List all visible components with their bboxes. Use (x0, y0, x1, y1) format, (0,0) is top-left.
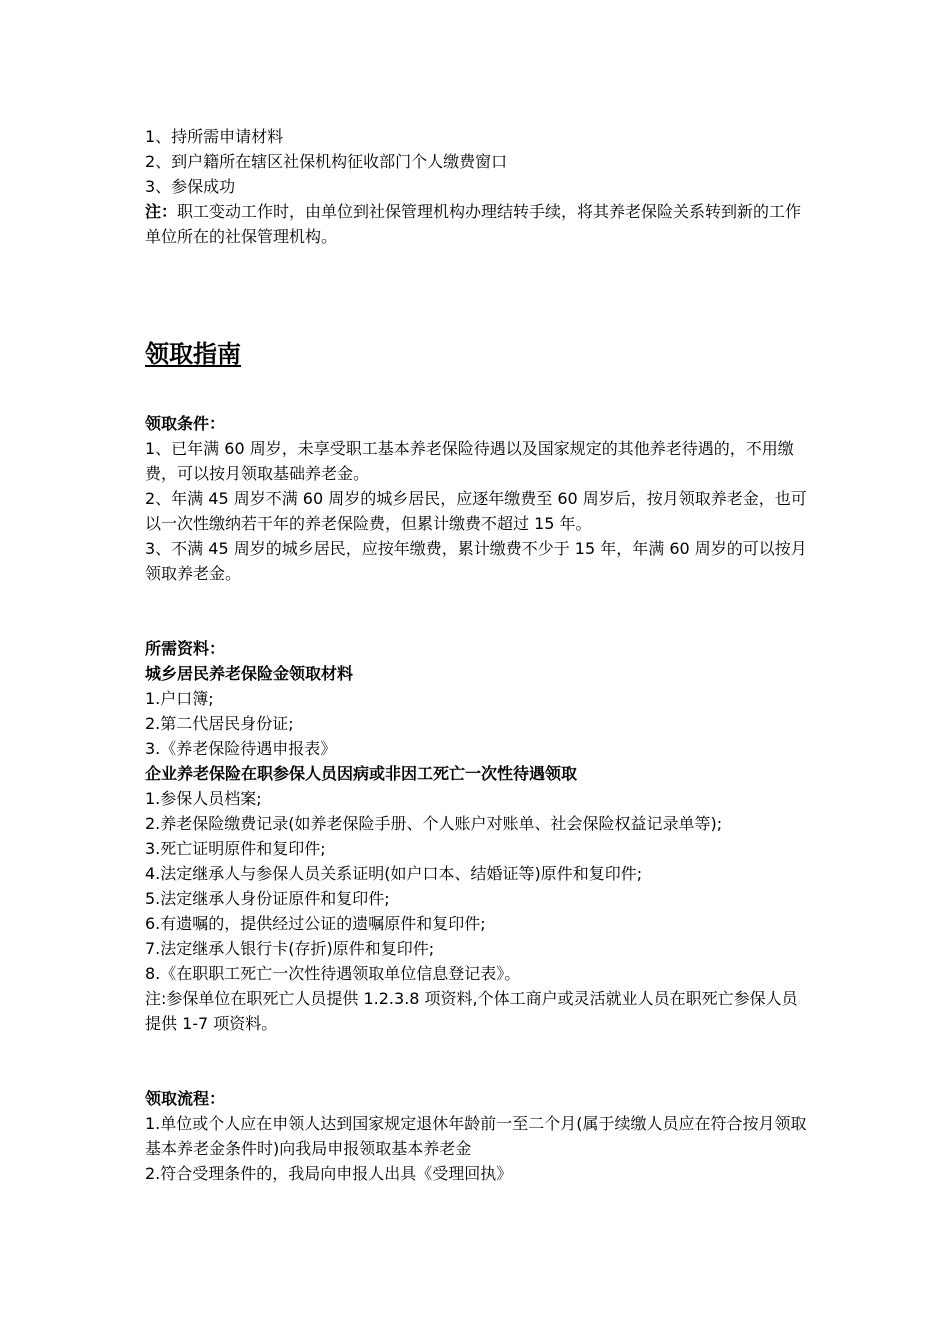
process-item: 1.单位或个人应在申领人达到国家规定退休年龄前一至二个月(属于续缴人员应在符合按月领取基本养老金条件时)向我局申报领取基本养老金 (145, 1114, 807, 1158)
process-title: 领取流程： (145, 1089, 226, 1108)
document-page (145, 124, 810, 1186)
spacer (145, 586, 810, 636)
materials-title: 所需资料： (145, 639, 226, 658)
material-item: 6.有遗嘱的，提供经过公证的遗嘱原件和复印件; (145, 914, 486, 933)
material-item: 5.法定继承人身份证原件和复印件; (145, 889, 390, 908)
spacer (145, 249, 810, 337)
material-item: 3.《养老保险待遇申报表》 (145, 739, 337, 758)
materials-group-title: 企业养老保险在职参保人员因病或非因工死亡一次性待遇领取 (145, 764, 578, 783)
condition-item: 1、已年满 60 周岁，未享受职工基本养老保险待遇以及国家规定的其他养老待遇的，不用缴费，可以按月领取基础养老金。 (145, 439, 794, 483)
step-line: 1、持所需申请材料 (145, 127, 284, 146)
spacer (145, 1036, 810, 1086)
condition-item: 3、不满 45 周岁的城乡居民，应按年缴费，累计缴费不少于 15 年，年满 60 周岁的可以按月领取养老金。 (145, 539, 807, 583)
materials-note: 注:参保单位在职死亡人员提供 1.2.3.8 项资料,个体工商户或灵活就业人员在职死亡参保人员提供 1-7 项资料。 (145, 989, 798, 1033)
material-item: 8.《在职职工死亡一次性待遇领取单位信息登记表》。 (145, 964, 521, 983)
step-line: 2、到户籍所在辖区社保机构征收部门个人缴费窗口 (145, 152, 508, 171)
material-item: 4.法定继承人与参保人员关系证明(如户口本、结婚证等)原件和复印件; (145, 864, 643, 883)
section-heading: 领取指南 (145, 340, 241, 368)
conditions-title: 领取条件： (145, 414, 226, 433)
material-item: 2.养老保险缴费记录(如养老保险手册、个人账户对账单、社会保险权益记录单等); (145, 814, 723, 833)
step-line: 3、参保成功 (145, 177, 236, 196)
note-label: 注： (145, 202, 178, 221)
condition-item: 2、年满 45 周岁不满 60 周岁的城乡居民，应逐年缴费至 60 周岁后，按月领取养老金，也可以一次性缴纳若干年的养老保险费，但累计缴费不超过 15 年。 (145, 489, 807, 533)
material-item: 7.法定继承人银行卡(存折)原件和复印件; (145, 939, 435, 958)
note-text: 职工变动工作时，由单位到社保管理机构办理结转手续，将其养老保险关系转到新的工作单位所在的社保管理机构。 (145, 202, 802, 246)
spacer (145, 371, 810, 411)
transfer-note (145, 199, 810, 249)
material-item: 2.第二代居民身份证; (145, 714, 294, 733)
material-item: 3.死亡证明原件和复印件; (145, 839, 326, 858)
process-item: 2.符合受理条件的，我局向申报人出具《受理回执》 (145, 1164, 513, 1183)
material-item: 1.户口簿; (145, 689, 214, 708)
materials-group-title: 城乡居民养老保险金领取材料 (145, 664, 354, 683)
material-item: 1.参保人员档案; (145, 789, 262, 808)
